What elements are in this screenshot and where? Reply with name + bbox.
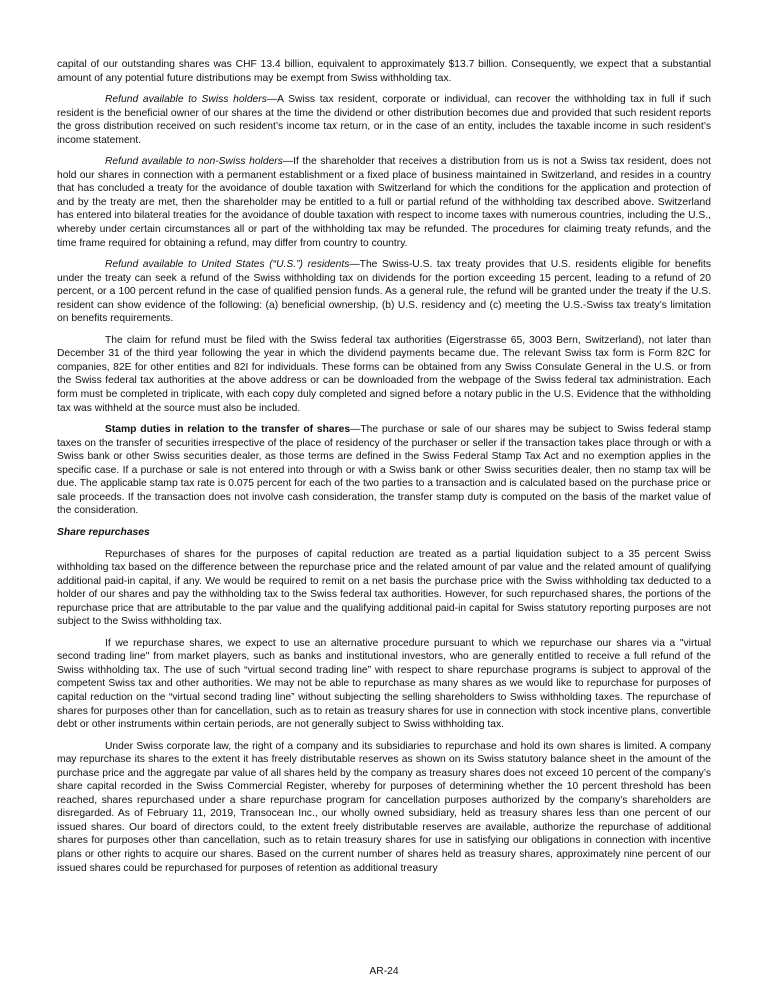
paragraph-text: —The Swiss-U.S. tax treaty provides that U.S. residents eligible for benefits under the treaty can seek a refund of the Swiss withholding tax on dividends for the portion exceeding 15 percent, leading to a refund of 20 percent, or a 100 percent refund in the case of qualified pension funds. As a general rule, the refund will be granted under the treaty if the U.S. resident can show evidence of the following: (a) beneficial ownership, (b) U.S. residency and (c) meeting the U.S.-Swiss tax treaty’s limitation on benefits requirements. xyxy=(57,259,711,325)
paragraph-refund-non-swiss-holders xyxy=(57,155,711,250)
paragraph-corporate-law: Under Swiss corporate law, the right of a company and its subsidiaries to repurchase and hold its own shares is limited. A company may repurchase its shares to the extent it has freely distributable reserves as shown on its Swiss statutory balance sheet in the amount of the purchase price and the aggregate par value of all shares held by the company as treasury shares does not exceed 10 percent of the company’s share capital recorded in the Swiss Commercial Register, whereby for purposes of determining whether the 10 percent threshold has been reached, shares repurchased under a share repurchase program for cancellation purposes authorized by the company’s shareholders are disregarded. As of February 11, 2019, Transocean Inc., our wholly owned subsidiary, held as treasury shares less than one percent of our issued shares. Our board of directors could, to the extent freely distributable reserves are available, authorize the repurchase of additional shares for purposes other than cancellation, such as to retain treasury shares for use in satisfying our obligations in connection with incentive plans or other rights to acquire our shares. Based on the current number of shares held as treasury shares, approximately nine percent of our issued shares could be repurchased for purposes of retention as additional treasury xyxy=(57,740,711,874)
document-body xyxy=(57,58,711,883)
paragraph-text: —A Swiss tax resident, corporate or individual, can recover the withholding tax in full if such resident is the beneficial owner of our shares at the time the dividend or other distribution becomes due and provided that such resident reports the gross distribution received on such resident’s income tax return, or in the case of an entity, includes the taxable income in such resident’s income statement. xyxy=(57,94,711,146)
paragraph-refund-claim: The claim for refund must be filed with the Swiss federal tax authorities (Eigerstrasse 65, 3003 Bern, Switzerland), not later than December 31 of the third year following the year in which the dividend payments became due. The relevant Swiss tax form is Form 82C for companies, 82E for other entities and 82I for individuals. These forms can be obtained from any Swiss Consulate General in the U.S. or from the Swiss federal tax authorities at the above address or can be downloaded from the webpage of the Swiss federal tax administration. Each form must be completed in triplicate, with each copy duly completed and signed before a notary public in the U.S. Evidence that the withholding tax was withheld at the source must also be included. xyxy=(57,334,711,414)
run-in-heading: Refund available to United States (“U.S.”) residents xyxy=(105,259,350,271)
paragraph-repurchase-withholding: Repurchases of shares for the purposes of capital reduction are treated as a partial liquidation subject to a 35 percent Swiss withholding tax based on the difference between the repurchase price and the related amount of par value and the related amount of qualifying additional paid-in capital, if any. We would be required to remit on a net basis the purchase price with the Swiss withholding tax deducted to a holder of our shares and pay the withholding tax to the Swiss federal tax authorities. However, for such repurchased shares, the portions of the repurchase price that are attributable to the par value and the qualifying additional paid-in capital for Swiss statutory reporting purposes are not subject to the Swiss withholding tax. xyxy=(57,548,711,628)
paragraph-refund-us-residents xyxy=(57,258,711,326)
run-in-heading: Stamp duties in relation to the transfer of shares xyxy=(105,424,351,436)
paragraph-virtual-trading-line: If we repurchase shares, we expect to use an alternative procedure pursuant to which we repurchase our shares via a "virtual second trading line" from market players, such as banks and institutional investors, who are generally entitled to receive a full refund of the Swiss withholding tax. The use of such “virtual second trading line” with respect to share repurchase programs is subject to approval of the competent Swiss tax and other authorities. We may not be able to repurchase as many shares as we would like to repurchase for purposes of capital reduction on the “virtual second trading line” without subjecting the selling shareholders to Swiss withholding taxes. The repurchase of shares for purposes other than for cancellation, such as to retain as treasury shares for use in connection with stock incentive plans, convertible debt or other instruments within certain periods, are not generally subject to Swiss withholding tax. xyxy=(57,637,711,731)
paragraph-continuation: capital of our outstanding shares was CHF 13.4 billion, equivalent to approximately $13.7 billion. Consequently, we expect that a substantial amount of any potential future distributions may be exempt from Swiss withholding tax. xyxy=(57,59,711,84)
page-number: AR-24 xyxy=(369,966,399,977)
section-heading-share-repurchases: Share repurchases xyxy=(57,526,150,538)
run-in-heading: Refund available to non-Swiss holders xyxy=(105,156,283,168)
paragraph-text: —The purchase or sale of our shares may be subject to Swiss federal stamp taxes on the transfer of securities irrespective of the place of residency of the purchaser or seller if the transaction takes place through or with a Swiss bank or other Swiss securities dealer, as those terms are defined in the Swiss Federal Stamp Tax Act and no exemption applies in the specific case. If a purchase or sale is not entered into through or with a Swiss bank or other Swiss securities dealer, then no stamp tax will be due. The applicable stamp tax rate is 0.075 percent for each of the two parties to a transaction and is calculated based on the purchase price or sale proceeds. If the transaction does not involve cash consideration, the transfer stamp duty is computed on the basis of the market value of the consideration. xyxy=(57,424,711,517)
paragraph-stamp-duties xyxy=(57,423,711,518)
run-in-heading: Refund available to Swiss holders xyxy=(105,94,267,106)
paragraph-text: —If the shareholder that receives a distribution from us is not a Swiss tax resident, does not hold our shares in connection with a permanent establishment or a fixed place of business maintained in Switzerland, and resides in a country that has concluded a treaty for the avoidance of double taxation with Switzerland for which the conditions for the application and protection of and by the treaty are met, then the shareholder may be entitled to a full or partial refund of the withholding tax described above. Switzerland has entered into bilateral treaties for the avoidance of double taxation with respect to income taxes with numerous countries, including the U.S., whereby under certain circumstances all or part of the withholding tax may be refunded. The procedures for claiming treaty refunds, and the time frame required for obtaining a refund, may differ from country to country. xyxy=(57,156,711,249)
paragraph-refund-swiss-holders xyxy=(57,93,711,147)
